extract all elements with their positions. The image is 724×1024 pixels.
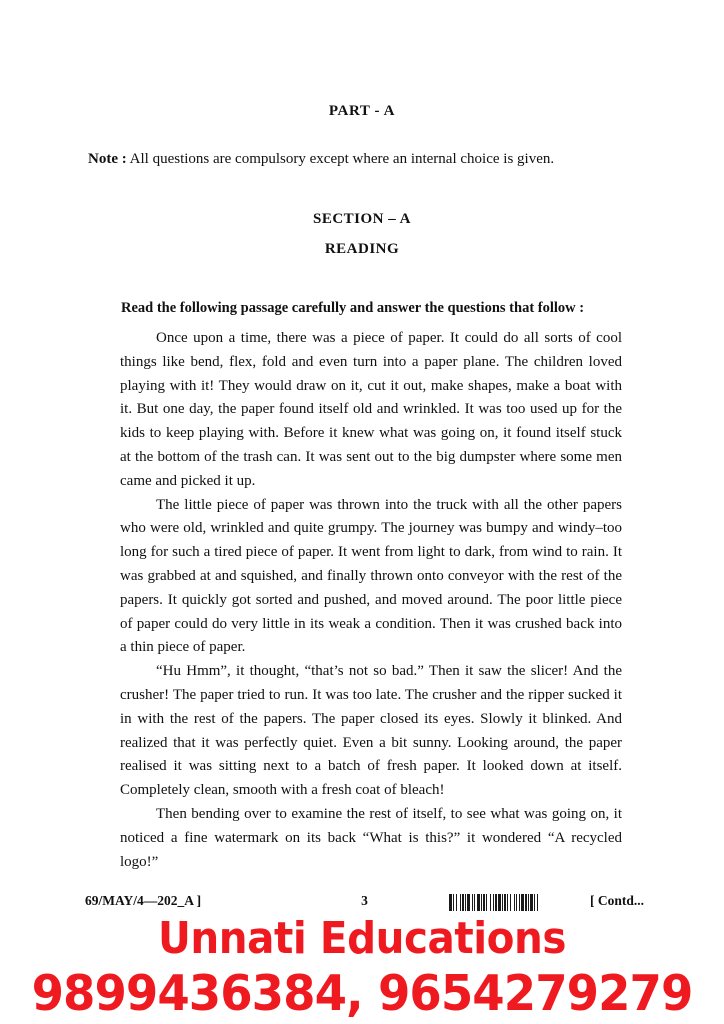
paper-code: 69/MAY/4—202_A ] — [85, 893, 202, 908]
passage-paragraph: The little piece of paper was thrown into the truck with all the other papers who were old, wrinkled and quite grumpy. The journey was bumpy and windy–too long for such a tired piece of paper. It went from light to dark, from wind to rain. It was grabbed at and squished, and finally thrown onto conveyor with the rest of the papers. It quickly got sorted and pushed, and moved around. The poor little piece of paper could do very little in its weak a condition. Then it was crushed back into a thin piece of paper. — [120, 496, 622, 656]
part-heading: PART - A — [328, 103, 396, 119]
barcode — [449, 894, 581, 911]
passage-paragraph: “Hu Hmm”, it thought, “that’s not so bad.” Then it saw the slicer! And the crusher! The paper tried to run. It was too late. The crusher and the ripper sucked it in with the rest of the papers. The paper closed its eyes. Slowly it blinked. And realized that it was perfectly quiet. Even a bit sunny. Looking around, the paper realised it was sitting next to a batch of fresh paper. It looked down at itself. Completely clean, smooth with a fresh coat of bleach! — [120, 663, 622, 799]
page-number: 3 — [361, 893, 368, 908]
section-heading: SECTION – A — [312, 211, 412, 227]
continued-label: [ Contd... — [589, 893, 644, 908]
note-text: All questions are compulsory except where an internal choice is given. — [126, 151, 555, 167]
reading-heading: READING — [324, 241, 400, 257]
watermark-name: Unnati Educations — [157, 913, 567, 964]
note-line — [88, 151, 636, 168]
watermark-phone: 9899436384, 9654279279 — [31, 965, 693, 1022]
passage-paragraph: Then bending over to examine the rest of itself, to see what was going on, it noticed a fine watermark on its back “What is this?” it wondered “A recycled logo!” — [120, 805, 622, 870]
passage-paragraph: Once upon a time, there was a piece of paper. It could do all sorts of cool things like bend, flex, fold and even turn into a paper plane. The children loved playing with it! They would draw on it, cut it out, make shapes, make a boat with it. But one day, the paper found itself old and wrinkled. It was too used up for the kids to keep playing with. Before it knew what was going on, it found itself stuck at the bottom of the trash can. It was sent out to the big dumpster where some men came and picked it up. — [120, 330, 622, 489]
note-label: Note : — [88, 151, 127, 167]
watermark-overlay — [0, 913, 724, 1022]
passage-instruction: Read the following passage carefully and answer the questions that follow : — [121, 300, 585, 316]
reading-passage — [120, 327, 622, 874]
